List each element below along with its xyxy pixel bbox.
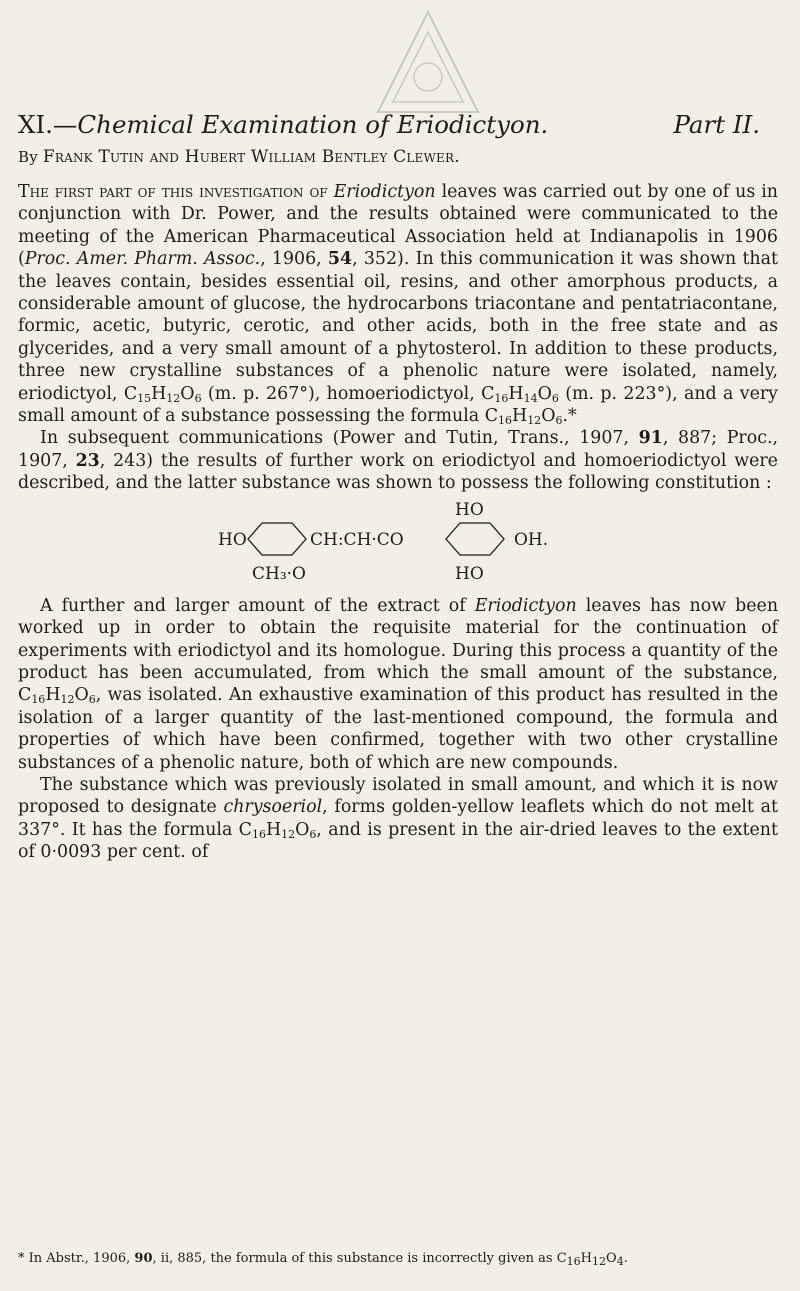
p1-text-2: , 352). In this communication it was shown that the leaves contain, besides essential oil, resins, and other amorphous products, a considerable amount of glucose, the hydrocarbons triacontane and pentatriacontane, formic, acetic, butyric, cerotic, and other acids, both in the free state and as glycerides, and a very small amount of a phytosterol. In addition to these products, three new crystalline substances of a phenolic nature were isolated, namely, eriodictyol, xyxy=(18,249,778,404)
p4-compound-name: chrysoeriol xyxy=(223,797,323,818)
title-part: Part II. xyxy=(673,110,760,139)
footnote-volume: 90 xyxy=(134,1251,153,1266)
structure-top-label: HO xyxy=(455,499,484,520)
byline-by: By xyxy=(18,148,38,166)
footnote-marker: .* xyxy=(562,406,577,427)
p1-text-3: (m. p. 267°), homoeriodictyol, xyxy=(201,383,482,404)
structure-middle: CH:CH·CO xyxy=(310,529,404,550)
footnote xyxy=(18,1250,778,1267)
p4-text-3: , and is present in the air-dried leaves to the extent of 0·0093 per cent. of xyxy=(18,819,778,863)
homoeriodictyol-structure-diagram xyxy=(218,499,558,591)
formula-c16h12o6: $C_{16}H_{12}O_6$ xyxy=(18,685,96,707)
formula-homoeriodictyol: $C_{16}H_{14}O_6$ xyxy=(481,383,559,405)
benzene-ring-right-icon xyxy=(446,523,504,555)
p2-text-1: In subsequent communications (Power and Tutin, Trans., 1907, xyxy=(40,428,639,449)
structure-right-label: OH. xyxy=(514,529,549,550)
structure-bottom-left: CH₃·O xyxy=(252,563,306,584)
byline xyxy=(18,147,778,167)
structure-left-label: HO xyxy=(218,529,247,550)
paragraph-4 xyxy=(18,774,778,864)
p4-text-1: The substance which was previously isolated in small amount, and which it is now proposed to designate xyxy=(18,774,778,818)
benzene-ring-left-icon xyxy=(248,523,306,555)
structure-bottom-right: HO xyxy=(455,563,484,584)
p3-text-1: A further and larger amount of the extract of xyxy=(40,595,466,616)
p2-text-2: , 887; Proc., 1907, xyxy=(18,428,778,471)
p1-ref-journal: Proc. Amer. Pharm. Assoc. xyxy=(24,249,261,270)
title-dash: — xyxy=(52,110,78,139)
p1-ref-volume: 54 xyxy=(327,249,353,270)
title-text: Chemical Examination of Eriodictyon. xyxy=(77,110,549,139)
byline-authors: Frank Tutin and Hubert William Bentley Clewer. xyxy=(42,147,460,167)
p3-text-2: leaves has now been worked up in order to obtain the requisite material for the continuation of experiments with eriodictyol and its homologue. During this process a quantity of the product has been accumulated, from which the small amount of the substance, xyxy=(18,595,779,683)
p2-volume-2: 23 xyxy=(75,450,100,471)
p3-text-3: , was isolated. An exhaustive examination of this product has resulted in the isolation of a larger quantity of the last-mentioned compound, the formula and properties of which have been confirmed, together with two other crystalline substances of a phenolic nature, both of which are new compounds. xyxy=(18,685,778,773)
title-number: XI. xyxy=(18,110,53,139)
p1-genus: Eriodictyon xyxy=(333,182,436,202)
paragraph-3 xyxy=(18,595,778,774)
formula-eriodictyol: $C_{15}H_{12}O_6$ xyxy=(123,383,202,405)
page xyxy=(18,0,778,864)
p1-text-1: leaves was carried out by one of us in conjunction with Dr. Power, and the results obtained were communicated to the meeting of the American Pharmaceutical Association held at Indianapolis in 1906 ( xyxy=(18,182,779,270)
formula-third-substance: $C_{16}H_{12}O_6$ xyxy=(484,406,563,428)
paragraph-2 xyxy=(18,427,778,494)
footnote-text-1: * In Abstr., 1906, xyxy=(18,1251,135,1266)
p1-lead: The first part of this investigation of xyxy=(18,182,328,202)
p3-genus: Eriodictyon xyxy=(474,595,577,616)
p2-text-3: , 243) the results of further work on eriodictyol and homoeriodictyol were described, and the latter substance was shown to possess the following constitution : xyxy=(18,450,778,494)
footnote-text-2: , ii, 885, the formula of this substance is incorrectly given as xyxy=(152,1251,557,1266)
p1-ref-year: , 1906, xyxy=(260,249,328,270)
footnote-text-3: . xyxy=(623,1251,628,1266)
library-stamp-icon xyxy=(358,2,498,142)
paragraph-1 xyxy=(18,181,778,427)
p2-volume-1: 91 xyxy=(638,428,663,449)
p1-text-4: (m. p. 223°), and a very small amount of a substance possessing the formula xyxy=(18,383,779,427)
p4-text-2: , forms golden-yellow leaflets which do not melt at 337°. It has the formula xyxy=(18,797,779,840)
formula-chrysoeriol: $C_{16}H_{12}O_6$ xyxy=(238,819,317,841)
footnote-formula: $C_{16}H_{12}O_4$ xyxy=(556,1251,624,1268)
